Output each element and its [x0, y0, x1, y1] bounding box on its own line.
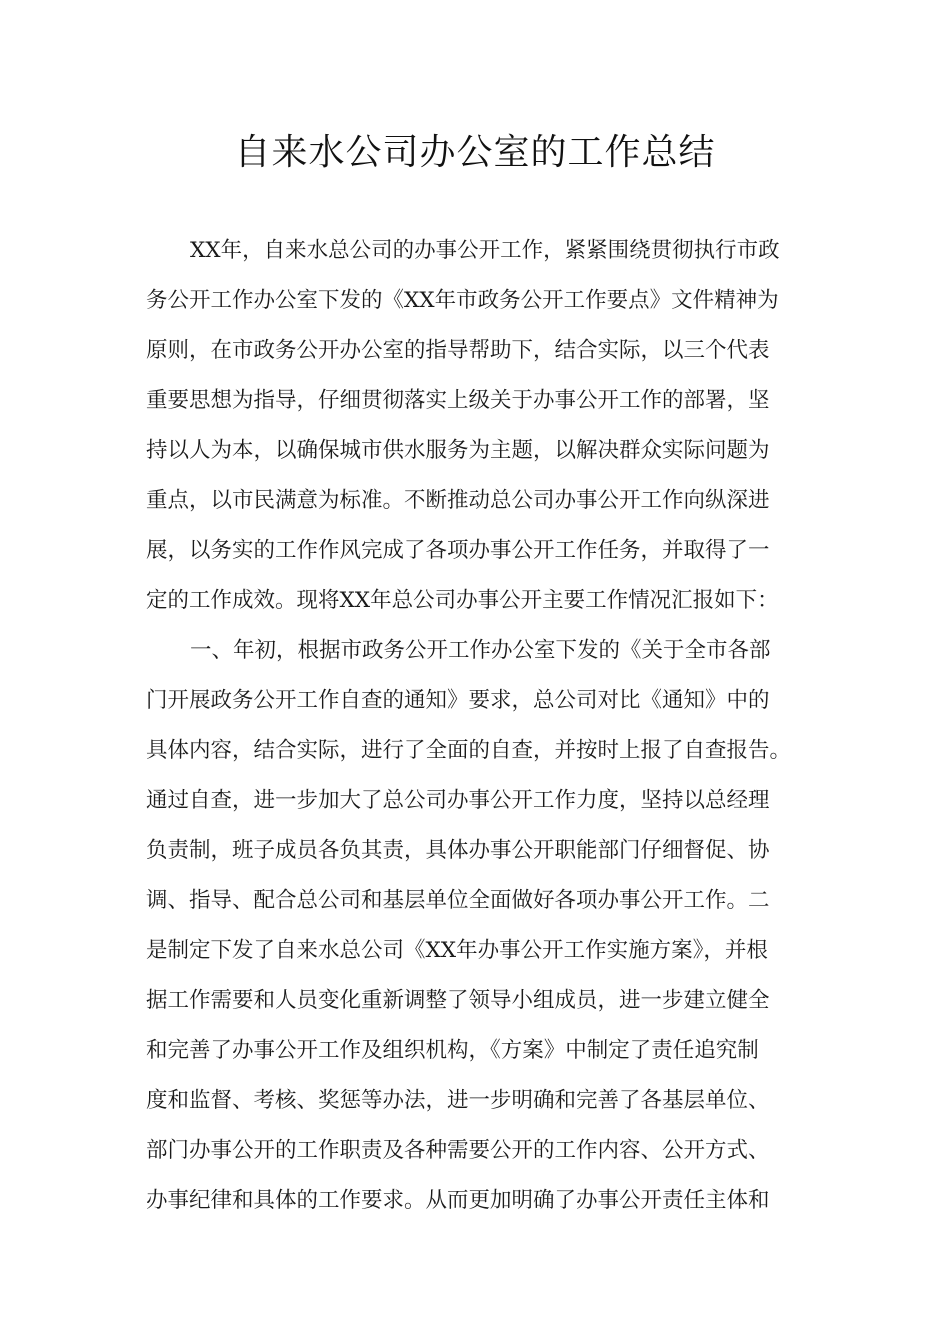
- body-text-line: 部门办事公开的工作职责及各种需要公开的工作内容、公开方式、: [146, 1138, 770, 1163]
- body-text-line: 持以人为本，以确保城市供水服务为主题，以解决群众实际问题为: [146, 438, 770, 463]
- document-body: [146, 226, 826, 1226]
- body-text-line: 是制定下发了自来水总公司《XX年办事公开工作实施方案》，并根: [146, 938, 768, 963]
- body-text-line: 原则，在市政务公开办公室的指导帮助下，结合实际，以三个代表: [146, 338, 770, 363]
- body-text-line: 门开展政务公开工作自查的通知》要求，总公司对比《通知》中的: [146, 688, 770, 713]
- body-text-line: 度和监督、考核、奖惩等办法，进一步明确和完善了各基层单位、: [146, 1088, 770, 1113]
- body-text-line: 务公开工作办公室下发的《XX年市政务公开工作要点》文件精神为: [146, 288, 779, 313]
- body-text-line: XX年，自来水总公司的办事公开工作，紧紧围绕贯彻执行市政: [190, 238, 780, 263]
- document-title: 自来水公司办公室的工作总结: [234, 132, 716, 173]
- body-text-line: 和完善了办事公开工作及组织机构，《方案》中制定了责任追究制: [146, 1038, 759, 1063]
- body-text-line: 定的工作成效。现将XX年总公司办事公开主要工作情况汇报如下：: [146, 588, 779, 613]
- body-text-line: 通过自查，进一步加大了总公司办事公开工作力度，坚持以总经理: [146, 788, 770, 813]
- body-text-line: 具体内容，结合实际，进行了全面的自查，并按时上报了自查报告。: [146, 738, 792, 763]
- body-text-line: 展，以务实的工作作风完成了各项办事公开工作任务，并取得了一: [146, 538, 770, 563]
- body-text-line: 负责制，班子成员各负其责，具体办事公开职能部门仔细督促、协: [146, 838, 770, 863]
- body-text-line: 重点，以市民满意为标准。不断推动总公司办事公开工作向纵深进: [146, 488, 770, 513]
- body-text-line: 调、指导、配合总公司和基层单位全面做好各项办事公开工作。二: [146, 888, 770, 913]
- body-text-line: 办事纪律和具体的工作要求。从而更加明确了办事公开责任主体和: [146, 1188, 770, 1213]
- body-text-line: 据工作需要和人员变化重新调整了领导小组成员，进一步建立健全: [146, 988, 770, 1013]
- body-text-line: 一、年初，根据市政务公开工作办公室下发的《关于全市各部: [190, 638, 771, 663]
- body-text-line: 重要思想为指导，仔细贯彻落实上级关于办事公开工作的部署，坚: [146, 388, 770, 413]
